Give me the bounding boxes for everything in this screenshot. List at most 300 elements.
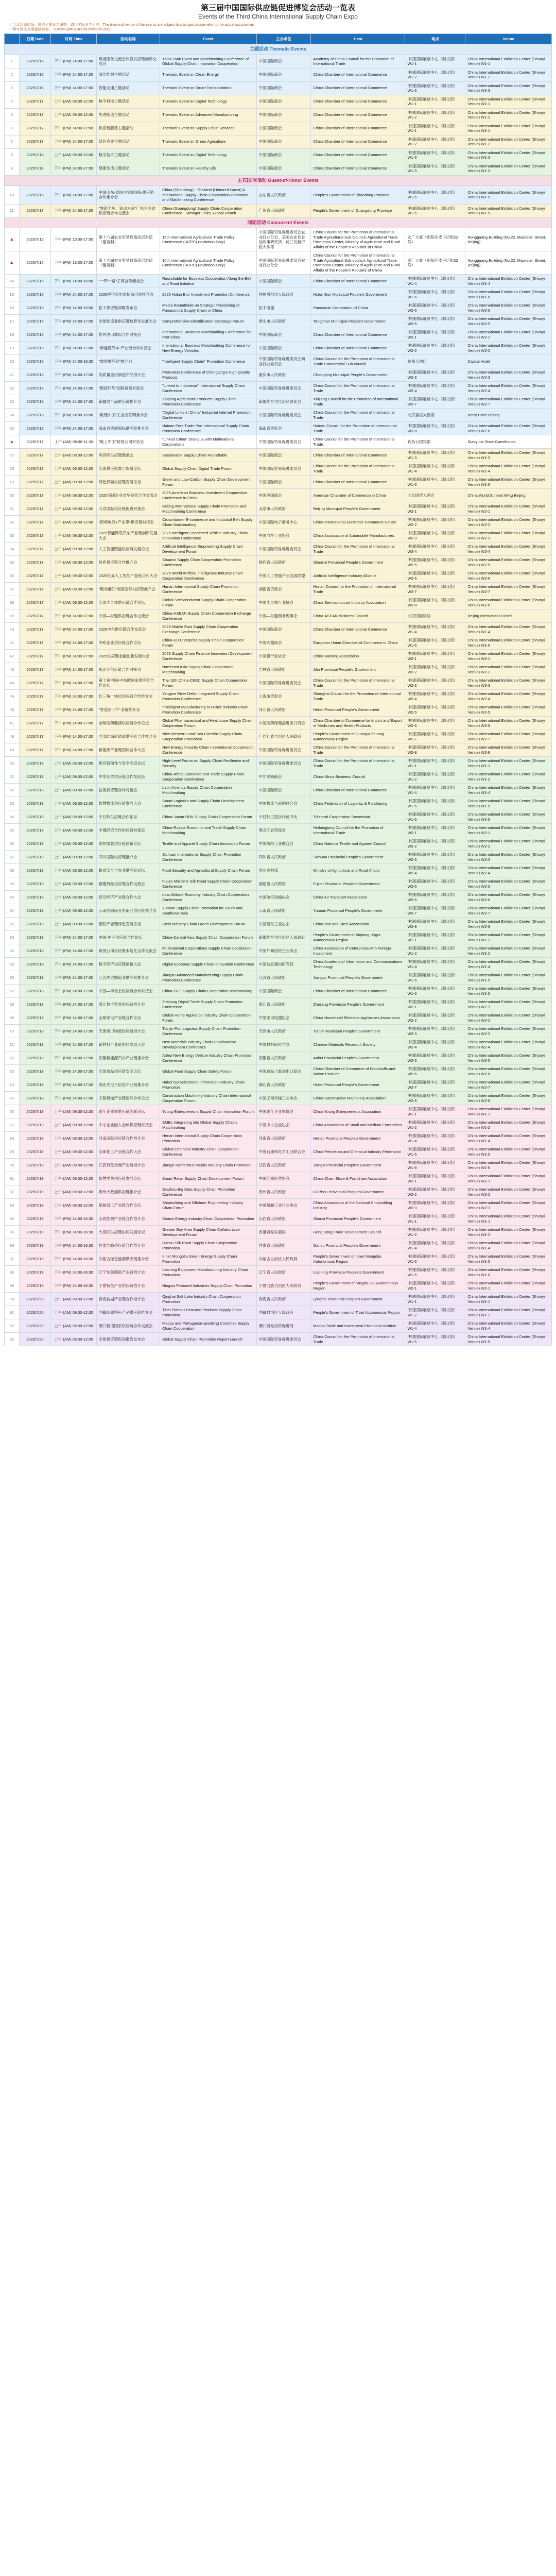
host-en-cell: Shanghai Council for the Promotion of International Trade [311, 690, 405, 703]
notes [10, 23, 552, 32]
table-row [5, 1038, 552, 1052]
host-cn-cell: 中国国际商会 [256, 81, 311, 95]
row-index-cell: 55 [5, 824, 20, 837]
host-cn-cell: 中国纺织工业联合会 [256, 837, 311, 851]
event-cn-cell: 青海盐湖产业链合作推介会 [96, 1293, 160, 1306]
event-cn-cell: 长三角一体化供应链合作推介会 [96, 690, 160, 703]
event-cn-cell: 全球制造业供应链数智化发展大会 [96, 315, 160, 328]
venue-en-cell: China International Exhibition Center (Shunyi Venue) W1-2 [465, 770, 552, 784]
row-index-cell: 15 [5, 288, 20, 301]
table-row [5, 743, 552, 757]
date-cell: 2025/7/16 [19, 315, 51, 328]
event-cn-cell: 东北亚供应链合作对接会 [96, 663, 160, 676]
venue-cn-cell: 中国国际展览中心（顺义馆）W2-7 [405, 395, 465, 409]
event-cn-cell: 全球医药健康供应链合作论坛 [96, 717, 160, 730]
row-index-cell: 62 [5, 918, 20, 931]
table-row [5, 1172, 552, 1185]
table-row [5, 1185, 552, 1199]
event-cn-cell: 智慧零售供应链发展论坛 [96, 1172, 160, 1185]
event-en-cell: High-Level Forum on Supply Chain Resilience and Security [160, 757, 256, 770]
venue-en-cell: China International Exhibition Center (Shunyi Venue) W2-3 [465, 1199, 552, 1212]
time-cell: 下午 (PM) 14:00-17:00 [51, 676, 96, 690]
event-en-cell: Yangtze River Delta Integrated Supply Chain Promotion Conference [160, 690, 256, 703]
event-en-cell: China-Central Asia Supply Chain Cooperation Forum [160, 931, 256, 944]
host-cn-cell: 北京市人民政府 [256, 502, 311, 516]
host-cn-cell: 中国国际商会 [256, 449, 311, 462]
time-cell: 下午 (PM) 14:00-17:00 [51, 162, 96, 175]
header-cell-host-en: Host [311, 34, 405, 44]
host-en-cell: China Association of the National Shipbuilding Industry [311, 1199, 405, 1212]
table-row [5, 342, 552, 355]
event-en-cell: 2025 Hulun Buir Investment Promotion Conference [160, 288, 256, 301]
time-cell: 下午 (PM) 14:00-17:00 [51, 382, 96, 395]
time-cell: 下午 (PM) 14:00-17:00 [51, 958, 96, 971]
host-cn-cell: 中国青年企业家协会 [256, 1105, 311, 1118]
time-cell: 下午 (PM) 14:00-17:00 [51, 609, 96, 623]
host-cn-cell: 中国国际商会 [256, 985, 311, 998]
venue-en-cell: China International Exhibition Center (Shunyi Venue) W2-4 [465, 1038, 552, 1052]
host-cn-cell: 中国物流与采购联合会 [256, 797, 311, 810]
table-row [5, 556, 552, 569]
event-en-cell: Thematic Event on Green Agriculture [160, 135, 256, 148]
host-en-cell: China Council for the Promotion of International Trade [311, 743, 405, 757]
venue-en-cell: China International Exhibition Center (Shunyi Venue) W2-5 [465, 877, 552, 891]
row-index-cell: 83 [5, 1199, 20, 1212]
row-index-cell: 34 [5, 543, 20, 556]
time-cell: 上午 (AM) 09:30-12:00 [51, 502, 96, 516]
table-row [5, 529, 552, 543]
venue-en-cell: China International Exhibition Center (Shunyi Venue) W1-3 [465, 449, 552, 462]
date-cell: 2025/7/17 [19, 676, 51, 690]
host-en-cell: China International Electronic Commerce Center [311, 516, 405, 529]
event-en-cell: Northeast Asia Supply Chain Cooperation Matchmaking [160, 663, 256, 676]
venue-cn-cell: 中国国际展览中心（顺义馆）W2-6 [405, 891, 465, 904]
event-cn-cell: 跨国公司供应链本地化合作交流会 [96, 944, 160, 958]
venue-en-cell: China International Exhibition Center (Shunyi Venue) W2-2 [465, 837, 552, 851]
venue-cn-cell: 中国国际展览中心（顺义馆）W1-2 [405, 770, 465, 784]
event-cn-cell: 船舶海工产业链合作论坛 [96, 1199, 160, 1212]
host-cn-cell: 中国国际贸易促进委员会农业行业分会、美国农业及食品政策研究所、荷兰瓦赫宁根大学等 [256, 228, 311, 251]
time-cell: 上午 (AM) 09:30-12:00 [51, 851, 96, 864]
event-en-cell: China-Africa Economic and Trade Supply Chain Cooperation Conference [160, 770, 256, 784]
invitation-only-icon: ▲ [9, 260, 14, 265]
venue-cn-cell: 中国国际展览中心（顺义馆）W1-1 [405, 55, 465, 68]
event-en-cell: Beijing International Supply Chain Promotion and Matchmaking Conference [160, 502, 256, 516]
host-en-cell: China Chamber of International Commerce [311, 108, 405, 122]
venue-cn-cell: 中国国际展览中心（顺义馆）W1-1 [405, 1212, 465, 1226]
venue-en-cell: China International Exhibition Center (Shunyi Venue) W1-2 [465, 1118, 552, 1132]
table-row [5, 730, 552, 743]
venue-cn-cell: 中国国际展览中心（顺义馆）W2-4 [405, 382, 465, 395]
venue-en-cell: China International Exhibition Center (Shunyi Venue) W2-1 [465, 328, 552, 342]
time-cell: 下午 (PM) 14:00-17:00 [51, 328, 96, 342]
event-en-cell: Cross-border E-commerce and Industrial Belt Supply Chain Matchmaking [160, 516, 256, 529]
event-en-cell: Media Roundtable on Strategic Positioning of Panasonic's Supply Chain in China [160, 301, 256, 315]
event-cn-cell: 2025呼伦贝尔市招商引资推介会 [96, 288, 160, 301]
date-cell: 2025/7/19 [19, 1185, 51, 1199]
row-index-cell: 59 [5, 877, 20, 891]
table-row [5, 251, 552, 275]
host-cn-cell: 广西壮族自治区人民政府 [256, 730, 311, 743]
host-cn-cell: 中国银行业协会 [256, 650, 311, 663]
event-en-cell: Global Semiconductor Supply Chain Cooperation Forum [160, 596, 256, 609]
event-en-cell: Food Security and Agricultural Supply Chain Forum [160, 864, 256, 877]
host-cn-cell: 内蒙古自治区人民政府 [256, 1252, 311, 1266]
event-en-cell: Think Tank Event and Matchmaking Conference of Global Supply Chain Innovation Cooperation [160, 55, 256, 68]
venue-cn-cell: 中国国际展览中心（顺义馆）W2-5 [405, 703, 465, 717]
venue-cn-cell: 中国国际展览中心（顺义馆）W2-4 [405, 864, 465, 877]
host-cn-cell: 吉林省人民政府 [256, 663, 311, 676]
event-en-cell: Fujian Maritime Silk Road Supply Chain Cooperation Conference [160, 877, 256, 891]
venue-en-cell: China International Exhibition Center (Shunyi Venue) W1-2 [465, 108, 552, 122]
row-index-cell: 45 [5, 690, 20, 703]
event-cn-cell: "一带一路"工商合作圆桌会 [96, 275, 160, 288]
host-en-cell: Hulun Buir Municipal People's Government [311, 288, 405, 301]
time-cell: 下午 (PM) 14:00-17:00 [51, 971, 96, 985]
event-en-cell: Global Chemical Industry Chain Cooperation Conference [160, 1145, 256, 1159]
date-cell: 2025/7/16 [19, 422, 51, 435]
table-row [5, 717, 552, 730]
host-cn-cell: 江西省人民政府 [256, 1159, 311, 1172]
event-cn-cell: 中欧企业供应链合作论坛 [96, 636, 160, 650]
event-en-cell: Thematic Event on Digital Technology [160, 148, 256, 162]
host-cn-cell: 中国国际商会 [256, 342, 311, 355]
event-cn-cell: 第十六届农业贸易政策高层对话（邀请制） [96, 251, 160, 275]
date-cell: 2025/7/16 [19, 328, 51, 342]
venue-cn-cell: 中国国际展览中心（顺义馆）W1-1 [405, 122, 465, 135]
event-en-cell: China (Guangdong) Supply Chain Cooperation Conference - Stronger Links, Global Reach [160, 204, 256, 217]
row-index-cell: 73 [5, 1065, 20, 1078]
event-en-cell: 2025 Intelligent Connected Vehicle Industry Chain Innovation Conference [160, 529, 256, 543]
time-cell: 上午 (AM) 09:30-12:00 [51, 476, 96, 489]
table-row [5, 395, 552, 409]
table-row [5, 864, 552, 877]
time-cell: 下午 (PM) 14:00-17:00 [51, 931, 96, 944]
host-en-cell: China Chamber of International Commerce [311, 449, 405, 462]
event-en-cell: Thematic Event on Advanced Manufacturing [160, 108, 256, 122]
time-cell: 下午 (PM) 14:00-16:30 [51, 1239, 96, 1252]
event-en-cell: 16th International Agricultural Trade Policy Conference (IATPC) (Invitation Only) [160, 228, 256, 251]
venue-en-cell: China International Exhibition Center (Shunyi Venue) W1-5 [465, 204, 552, 217]
page-title: 第三届中国国际供应链促进博览会活动一览表 [200, 4, 355, 12]
table-row [5, 55, 552, 68]
table-body [5, 44, 552, 1346]
row-index-cell: 1 [5, 55, 20, 68]
event-en-cell: "Linked China" Dialogue with Multinational Corporations [160, 435, 256, 449]
time-cell: 上午 (AM) 09:30-12:00 [51, 1199, 96, 1212]
date-cell: 2025/7/19 [19, 1212, 51, 1226]
venue-en-cell: China International Exhibition Center (Shunyi Venue) W2-3 [465, 676, 552, 690]
venue-en-cell: China International Exhibition Center (Shunyi Venue) W2-6 [465, 301, 552, 315]
header-cell-date: 日期 Date [19, 34, 51, 44]
event-cn-cell: 天津港口物流供应链推介会 [96, 1025, 160, 1038]
event-en-cell: International Business Matchmaking Conference for New Energy Vehicles [160, 342, 256, 355]
host-en-cell: Hong Kong Trade Development Council [311, 1226, 405, 1239]
event-en-cell: Sichuan International Supply Chain Promotion Conference [160, 851, 256, 864]
venue-en-cell: China International Exhibition Center (Shunyi Venue) W1-2 [465, 1306, 552, 1319]
date-cell: 2025/7/18 [19, 1038, 51, 1052]
event-en-cell: Hunan International Supply Chain Promotion Conference [160, 583, 256, 596]
time-cell: 上午 (AM) 09:30-12:00 [51, 1293, 96, 1306]
time-cell: 上午 (AM) 09:30-12:00 [51, 891, 96, 904]
row-index-cell [5, 435, 20, 449]
host-cn-cell: 中国国际贸易促进委员会 [256, 543, 311, 556]
host-en-cell: China National Textile and Apparel Council [311, 837, 405, 851]
table-row [5, 1319, 552, 1333]
venue-en-cell: China International Exhibition Center (Shunyi Venue) W1-6 [465, 810, 552, 824]
row-index-cell: 68 [5, 998, 20, 1011]
venue-cn-cell: 中国国际展览中心（顺义馆）W1-6 [405, 985, 465, 998]
time-cell: 下午 (PM) 14:00-17:00 [51, 81, 96, 95]
row-index-cell: 30 [5, 489, 20, 502]
date-cell: 2025/7/17 [19, 529, 51, 543]
event-cn-cell: 全球供应链促进报告发布会 [96, 1333, 160, 1346]
time-cell: 下午 (PM) 14:00-17:00 [51, 717, 96, 730]
venue-en-cell: China International Exhibition Center (Shunyi Venue) W2-7 [465, 583, 552, 596]
header-cell-event-en: Event [160, 34, 256, 44]
time-cell: 上午 (AM) 09:30-12:00 [51, 1159, 96, 1172]
event-cn-cell: 2025中东供应链合作交流会 [96, 623, 160, 636]
venue-cn-cell: 中国国际展览中心（顺义馆）W2-8 [405, 918, 465, 931]
host-en-cell: People's Government of Inner Mongolia Autonomous Region [311, 1252, 405, 1266]
venue-en-cell: China International Exhibition Center (Shunyi Venue) W2-3 [465, 1025, 552, 1038]
event-cn-cell: 澳门葡语国家供应链合作交流会 [96, 1319, 160, 1333]
host-en-cell: China Chamber of International Commerce [311, 476, 405, 489]
host-en-cell: China Council for the Promotion of International Trade Commercial Sub-council [311, 355, 405, 368]
host-cn-cell: 中国国际商会 [256, 122, 311, 135]
event-en-cell: China (Shandong) - Thailand (Honored Guest) & International Supply Chain Cooperation Promotion and Matchmaking Conference [160, 186, 256, 205]
host-cn-cell: 中国钢铁工业协会 [256, 918, 311, 931]
table-row [5, 449, 552, 462]
time-cell: 上午 (AM) 09:30-12:00 [51, 596, 96, 609]
time-cell: 下午 (PM) 14:00-17:00 [51, 944, 96, 958]
table-row [5, 837, 552, 851]
time-cell: 上午 (AM) 09:30-12:00 [51, 1319, 96, 1333]
venue-cn-cell: 中国国际展览中心（顺义馆）W1-4 [405, 275, 465, 288]
header-cell-venue-cn: 地点 [405, 34, 465, 44]
table-row [5, 985, 552, 998]
time-cell: 下午 (PM) 14:00-17:00 [51, 204, 96, 217]
venue-en-cell: China International Exhibition Center (Shunyi Venue) W1-2 [465, 1226, 552, 1239]
venue-en-cell: China International Exhibition Center (Shunyi Venue) W1-3 [465, 162, 552, 175]
host-en-cell: China Chamber of International Commerce [311, 275, 405, 288]
row-index-cell: 19 [5, 342, 20, 355]
table-row [5, 204, 552, 217]
date-cell: 2025/7/17 [19, 502, 51, 516]
venue-cn-cell: 中国国际展览中心（顺义馆）W2-2 [405, 342, 465, 355]
venue-en-cell: China International Exhibition Center (Shunyi Venue) W1-2 [465, 135, 552, 148]
table-row [5, 703, 552, 717]
venue-cn-cell: 中国国际展览中心（顺义馆）W2-1 [405, 1279, 465, 1293]
venue-en-cell: China World Summit Wing Beijing [465, 489, 552, 502]
event-cn-cell: 新能源产业链国际合作大会 [96, 743, 160, 757]
date-cell: 2025/7/19 [19, 1226, 51, 1239]
time-cell: 下午 (PM) 14:00-17:00 [51, 730, 96, 743]
events-table [4, 33, 552, 1346]
host-cn-cell: 中国国际贸易促进委员会 [256, 462, 311, 476]
row-index-cell: 70 [5, 1025, 20, 1038]
table-row [5, 489, 552, 502]
host-cn-cell: 湖北省人民政府 [256, 1078, 311, 1092]
host-cn-cell: 中国国际商会 [256, 68, 311, 81]
host-en-cell: Qinghai Provincial People's Government [311, 1293, 405, 1306]
venue-cn-cell: 中国国际展览中心（顺义馆）W1-3 [405, 81, 465, 95]
row-index-cell: 88 [5, 1266, 20, 1279]
host-en-cell: China Chain Store & Franchise Association [311, 1172, 405, 1185]
host-en-cell: China Chamber of International Commerce [311, 81, 405, 95]
venue-en-cell: China International Exhibition Center (Shunyi Venue) W1-6 [465, 288, 552, 301]
event-en-cell: China-EU Enterprise Supply Chain Cooperation Forum [160, 636, 256, 650]
row-index-cell: 3 [5, 81, 20, 95]
event-cn-cell: 中日韩供应链合作论坛 [96, 810, 160, 824]
date-cell: 2025/7/19 [19, 1266, 51, 1279]
event-cn-cell: "链接印尼"国际贸易对接会 [96, 382, 160, 395]
host-cn-cell: 中国连锁经营协会 [256, 1172, 311, 1185]
table-row [5, 971, 552, 985]
date-cell: 2025/7/16 [19, 355, 51, 368]
event-cn-cell: 四川国际供应链推介会 [96, 851, 160, 864]
event-cn-cell: 云南面向南亚东南亚供应链推介会 [96, 904, 160, 918]
host-en-cell: Chongqing Municipal People's Government [311, 368, 405, 382]
page-subtitle: Events of the Third China International Supply Chain Expo [198, 13, 358, 20]
time-cell: 下午 (PM) 14:00-17:00 [51, 422, 96, 435]
table-row [5, 1252, 552, 1266]
time-cell: 下午 (PM) 14:00-17:00 [51, 1025, 96, 1038]
host-cn-cell: 湖南省贸促会 [256, 583, 311, 596]
host-cn-cell: 云南省人民政府 [256, 904, 311, 918]
host-en-cell: Trilateral Cooperation Secretariat [311, 810, 405, 824]
event-cn-cell: 全球供应链数字贸易论坛 [96, 462, 160, 476]
date-cell: 2025/7/19 [19, 1252, 51, 1266]
venue-cn-cell: 中国国际展览中心（顺义馆）W2-6 [405, 1065, 465, 1078]
host-en-cell: Tangshan Municipal People's Government [311, 315, 405, 328]
time-cell: 下午 (PM) 14:00-17:00 [51, 186, 96, 205]
host-en-cell: China Chamber of International Commerce [311, 68, 405, 81]
time-cell: 上午 (AM) 09:30-12:00 [51, 1306, 96, 1319]
venue-cn-cell: 中国国际展览中心（顺义馆）W2-7 [405, 583, 465, 596]
event-en-cell: Henan International Supply Chain Cooperation Promotion [160, 1132, 256, 1145]
event-en-cell: Thematic Event on Supply Chain Services [160, 122, 256, 135]
host-cn-cell: 海南省贸促会 [256, 422, 311, 435]
venue-en-cell: China International Exhibition Center (Shunyi Venue) W1-4 [465, 623, 552, 636]
event-cn-cell: 西部陆海新通道供应链合作推介会 [96, 730, 160, 743]
event-cn-cell: 纺织服装供应链创新论坛 [96, 837, 160, 851]
date-cell: 2025/7/18 [19, 971, 51, 985]
table-row [5, 824, 552, 837]
host-en-cell: Shanxi Provincial People's Government [311, 1212, 405, 1226]
venue-cn-cell: 中国国际展览中心（顺义馆）W2-2 [405, 1011, 465, 1025]
event-cn-cell: 中国-中亚供应链合作论坛 [96, 931, 160, 944]
event-en-cell: International Business Matchmaking Conference for Port Cities [160, 328, 256, 342]
host-cn-cell: 中国国际商会 [256, 476, 311, 489]
event-cn-cell: 高质量重庆制造产品推介会 [96, 368, 160, 382]
event-en-cell: 2025 Middle East Supply Chain Cooperation Exchange Conference [160, 623, 256, 636]
table-row [5, 502, 552, 516]
table-row [5, 1011, 552, 1025]
row-index-cell: 11 [5, 204, 20, 217]
venue-cn-cell: 中国国际展览中心（顺义馆）W2-1 [405, 328, 465, 342]
venue-cn-cell: 中国国际展览中心（顺义馆）W1-6 [405, 810, 465, 824]
row-index-cell: 50 [5, 757, 20, 770]
table-row [5, 462, 552, 476]
host-cn-cell: 中国航空运输协会 [256, 891, 311, 904]
venue-cn-cell: 中国国际展览中心（顺义馆）W2-8 [405, 596, 465, 609]
event-cn-cell: 青年企业家供应链创新论坛 [96, 1105, 160, 1118]
date-cell: 2025/7/18 [19, 918, 51, 931]
time-cell: 上午 (AM) 09:30-12:00 [51, 797, 96, 810]
venue-en-cell: China International Exhibition Center (Shunyi Venue) W2-8 [465, 1092, 552, 1105]
host-en-cell: China Council for the Promotion of International Trade [311, 757, 405, 770]
event-en-cell: Qinghai Salt Lake Industry Chain Cooperation Promotion [160, 1293, 256, 1306]
table-row [5, 148, 552, 162]
venue-en-cell: China International Exhibition Center (Shunyi Venue) W2-7 [465, 1078, 552, 1092]
row-index-cell: 14 [5, 275, 20, 288]
event-cn-cell: 北京国际供应链促进对接会 [96, 502, 160, 516]
event-cn-cell: 人工智能赋能供应链发展论坛 [96, 543, 160, 556]
time-cell: 下午 (PM) 14:00-17:00 [51, 122, 96, 135]
event-cn-cell: 中国山东-泰国主宾国国际供应链合作推介会 [96, 186, 160, 205]
time-cell: 下午 (PM) 14:00-17:00 [51, 663, 96, 676]
host-cn-cell: 福建省人民政府 [256, 877, 311, 891]
venue-cn-cell: 北京嘉里大酒店 [405, 409, 465, 422]
event-cn-cell: "链上中国"跨国公司对话会 [96, 435, 160, 449]
time-cell: 下午 (PM) 14:00-16:30 [51, 1252, 96, 1266]
section-title: 主题活动 Thematic Events [5, 44, 552, 55]
date-cell: 2025/7/18 [19, 770, 51, 784]
host-en-cell: China Federation of Logistics & Purchasing [311, 797, 405, 810]
row-index-cell: 74 [5, 1078, 20, 1092]
table-row [5, 355, 552, 368]
row-index-cell: 60 [5, 891, 20, 904]
venue-en-cell: China International Exhibition Center (Shunyi Venue) W2-4 [465, 864, 552, 877]
table-row [5, 623, 552, 636]
event-cn-cell: 绿色农业主题活动 [96, 135, 160, 148]
time-cell: 上午 (AM) 09:30-12:00 [51, 529, 96, 543]
host-en-cell: Macao Trade and Investment Promotion Institute [311, 1319, 405, 1333]
host-cn-cell: 甘肃省人民政府 [256, 1239, 311, 1252]
event-cn-cell: 智慧物流供应链发展大会 [96, 797, 160, 810]
event-cn-cell: "新能源汽车"产业链合作对接会 [96, 342, 160, 355]
venue-cn-cell: 中国国际展览中心（顺义馆）W1-6 [405, 636, 465, 650]
host-cn-cell: 河南省人民政府 [256, 1132, 311, 1145]
table-row [5, 1333, 552, 1346]
event-en-cell: Shaanxi Supply Chain Cooperation Promotion Conference [160, 556, 256, 569]
note-line: * 会议活动时间、地点可能发生调整，请以实际发生为准。The time and venue of the events are subject to changes please refer to the actual occurrence. [10, 23, 254, 27]
date-cell: 2025/7/17 [19, 623, 51, 636]
event-cn-cell: 数字科技主题活动 [96, 95, 160, 108]
host-cn-cell: 中日韩三国合作秘书处 [256, 810, 311, 824]
event-en-cell: Jiangsu Advanced Manufacturing Supply Chain Promotion Conference [160, 971, 256, 985]
event-cn-cell: 低空经济产业链合作大会 [96, 891, 160, 904]
venue-en-cell: China International Exhibition Center (Shunyi Venue) W1-6 [465, 985, 552, 998]
date-cell: 2025/7/18 [19, 998, 51, 1011]
host-cn-cell: 天津市人民政府 [256, 1025, 311, 1038]
event-en-cell: China-Japan-ROK Supply Chain Cooperation Forum [160, 810, 256, 824]
event-en-cell: Shanxi Energy Industry Chain Cooperation Promotion [160, 1212, 256, 1226]
section-header-row [5, 217, 552, 228]
event-en-cell: New Energy Industry Chain International Cooperation Conference [160, 743, 256, 757]
time-cell: 上午 (AM) 09:30-12:00 [51, 583, 96, 596]
row-index-cell: 43 [5, 663, 20, 676]
venue-cn-cell: 中国国际展览中心（顺义馆）W1-3 [405, 148, 465, 162]
host-en-cell: Ministry of Agriculture and Rural Affairs [311, 864, 405, 877]
host-en-cell: Hainan Council for the Promotion of International Trade [311, 422, 405, 435]
venue-cn-cell: 中国国际展览中心（顺义馆）W1-2 [405, 1118, 465, 1132]
host-en-cell: China Air Transport Association [311, 891, 405, 904]
host-en-cell: China Construction Machinery Association [311, 1092, 405, 1105]
time-cell: 下午 (PM) 14:00-17:00 [51, 985, 96, 998]
table-row [5, 757, 552, 770]
